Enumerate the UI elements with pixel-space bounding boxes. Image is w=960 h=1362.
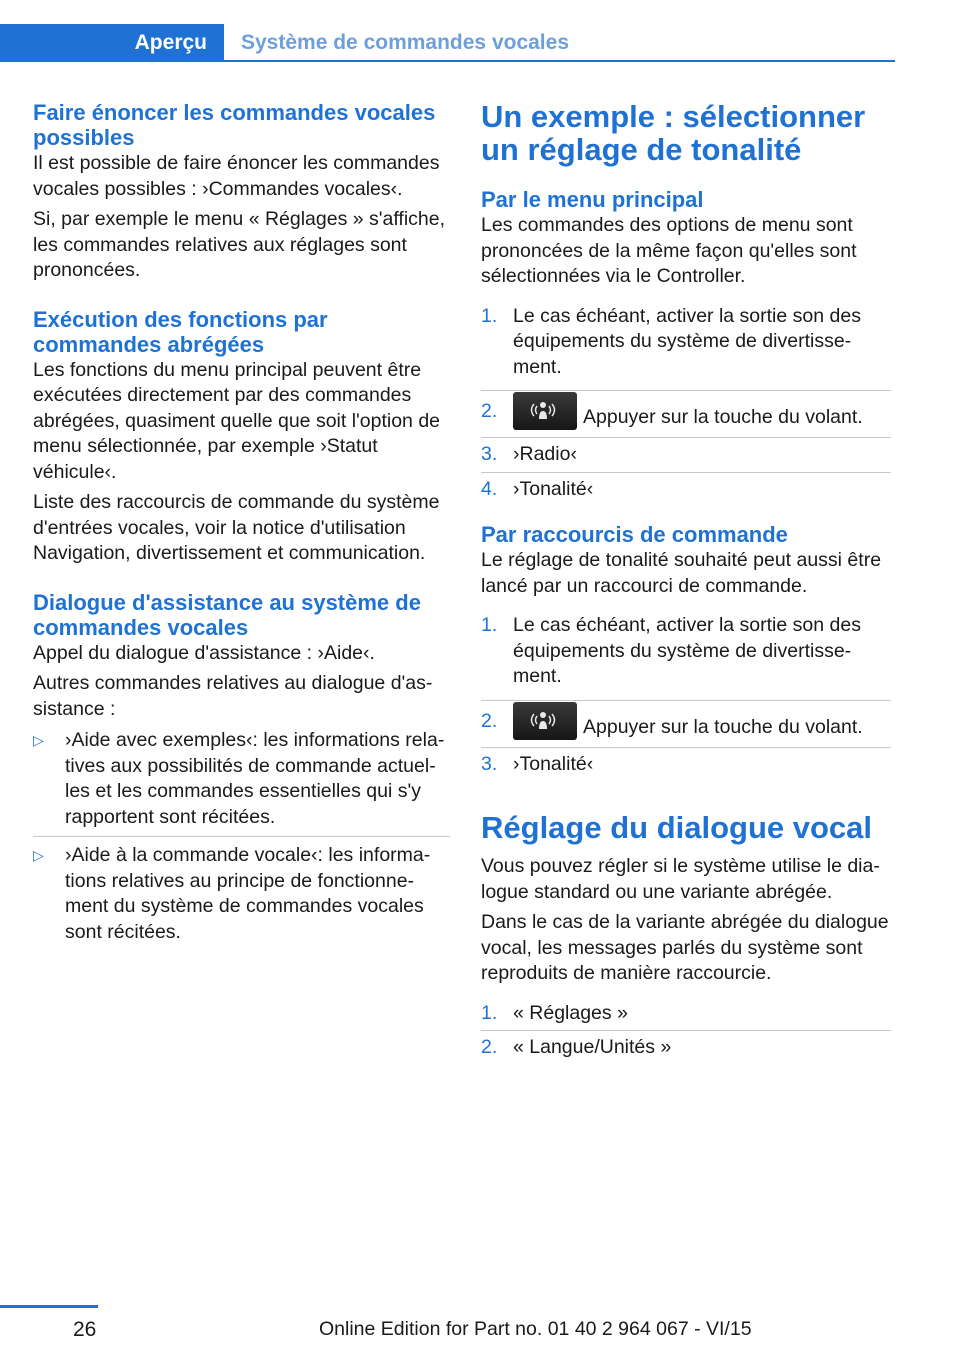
heading-raccourcis: Par raccourcis de commande xyxy=(481,522,788,547)
list-item xyxy=(481,390,891,437)
list-item xyxy=(481,437,891,468)
step-text: « Réglages » xyxy=(513,1001,628,1024)
page-number: 26 xyxy=(73,1318,97,1341)
step-number: 3. xyxy=(481,443,498,465)
list-item xyxy=(481,700,891,747)
step-number: 1. xyxy=(481,614,498,636)
step-text xyxy=(513,399,891,437)
step-text: ›Radio‹ xyxy=(513,443,577,465)
list-item xyxy=(481,613,891,690)
right-column xyxy=(481,100,891,1061)
paragraph: Dans le cas de la variante abrégée du dialogue vocal, les messages parlés du système sont reproduits de manière raccourcie. xyxy=(481,911,889,984)
voice-button-icon xyxy=(513,392,577,430)
heading-reglage-dialogue: Réglage du dialogue vocal xyxy=(481,810,873,845)
triangle-bullet-icon: ▷ xyxy=(33,732,44,748)
tab-apercu[interactable]: Aperçu xyxy=(0,24,224,62)
step-number: 2. xyxy=(481,709,498,732)
step-number: 1. xyxy=(481,304,498,327)
paragraph: Le réglage de tonalité souhaité peut aussi être lancé par un raccourci de commande. xyxy=(481,549,882,597)
paragraph: Liste des raccourcis de commande du système d'entrées vocales, voir la notice d'utilisation Navigation, divertissement et communication. xyxy=(33,491,440,564)
list-item xyxy=(481,304,891,381)
paragraph: Appel du dialogue d'assistance : ›Aide‹. xyxy=(33,641,375,664)
top-bar xyxy=(0,24,895,62)
list-item xyxy=(481,1030,891,1061)
heading-execution: Exécution des fonctions par commandes abrégées xyxy=(33,306,328,357)
step-number: 1. xyxy=(481,1001,498,1024)
bullet-list xyxy=(33,728,450,945)
step-text: ›Tonalité‹ xyxy=(513,752,594,775)
paragraph: Si, par exemple le menu « Réglages » s'affiche, les commandes relatives aux réglages sont prononcées. xyxy=(33,208,446,281)
triangle-bullet-icon: ▷ xyxy=(33,847,44,863)
voice-button-icon xyxy=(513,702,577,740)
step-text-label: Appuyer sur la touche du volant. xyxy=(583,406,863,429)
step-number: 4. xyxy=(481,477,498,500)
page-number-rule xyxy=(0,1305,98,1308)
list-item-text: ›Aide avec exemples‹: les informations relatives aux possibilités de commande actuelles et les commandes essentielles qui s'y rapportent sont récitées. xyxy=(65,729,445,828)
paragraph: Vous pouvez régler si le système utilise le dialogue standard ou une variante abrégée. xyxy=(481,855,880,903)
list-item-text: ›Aide à la commande vocale‹: les informations relatives au principe de fonctionnement du système de commandes vocales sont récitées. xyxy=(65,844,431,943)
heading-faire-enoncer: Faire énoncer les commandes vocales possibles xyxy=(33,100,436,150)
paragraph: Les fonctions du menu principal peuvent être exécutées directement par des commandes abrégées, quasiment quelle que soit l'option de menu sélectionnée, par exemple ›Statut véhicule‹. xyxy=(33,358,441,483)
paragraph: Autres commandes relatives au dialogue d'assistance : xyxy=(33,672,433,720)
step-text: Le cas échéant, activer la sortie son des équipements du système de divertissement. xyxy=(513,304,861,378)
step-text: « Langue/Unités » xyxy=(513,1036,672,1058)
paragraph: Les commandes des options de menu sont prononcées de la même façon qu'elles sont sélectionnées via le Controller. xyxy=(481,214,857,287)
paragraph: Il est possible de faire énoncer les commandes vocales possibles : ›Commandes vocales‹. xyxy=(33,152,440,200)
steps-list-3 xyxy=(481,1001,891,1061)
step-text: ›Tonalité‹ xyxy=(513,477,594,500)
step-text xyxy=(513,709,891,747)
step-text-label: Appuyer sur la touche du volant. xyxy=(583,715,863,738)
list-item xyxy=(481,472,891,503)
heading-dialogue-assistance: Dialogue d'assistance au système de commandes vocales xyxy=(33,589,421,640)
list-item xyxy=(481,1001,891,1027)
steps-list-1 xyxy=(481,304,891,503)
list-item xyxy=(33,836,450,945)
step-number: 3. xyxy=(481,752,498,775)
heading-menu-principal: Par le menu principal xyxy=(481,187,704,212)
step-text: Le cas échéant, activer la sortie son des équipements du système de divertissement. xyxy=(513,614,861,687)
steps-list-2 xyxy=(481,613,891,777)
list-item xyxy=(481,747,891,778)
section-title: Système de commandes vocales xyxy=(241,31,570,54)
header-rule xyxy=(224,60,895,62)
footer-edition: Online Edition for Part no. 01 40 2 964 067 - VI/15 xyxy=(319,1318,752,1340)
list-item xyxy=(33,728,450,830)
heading-exemple: Un exemple : sélectionner un réglage de tonalité xyxy=(481,99,866,167)
left-column xyxy=(33,100,450,945)
step-number: 2. xyxy=(481,1036,498,1058)
step-number: 2. xyxy=(481,400,498,422)
